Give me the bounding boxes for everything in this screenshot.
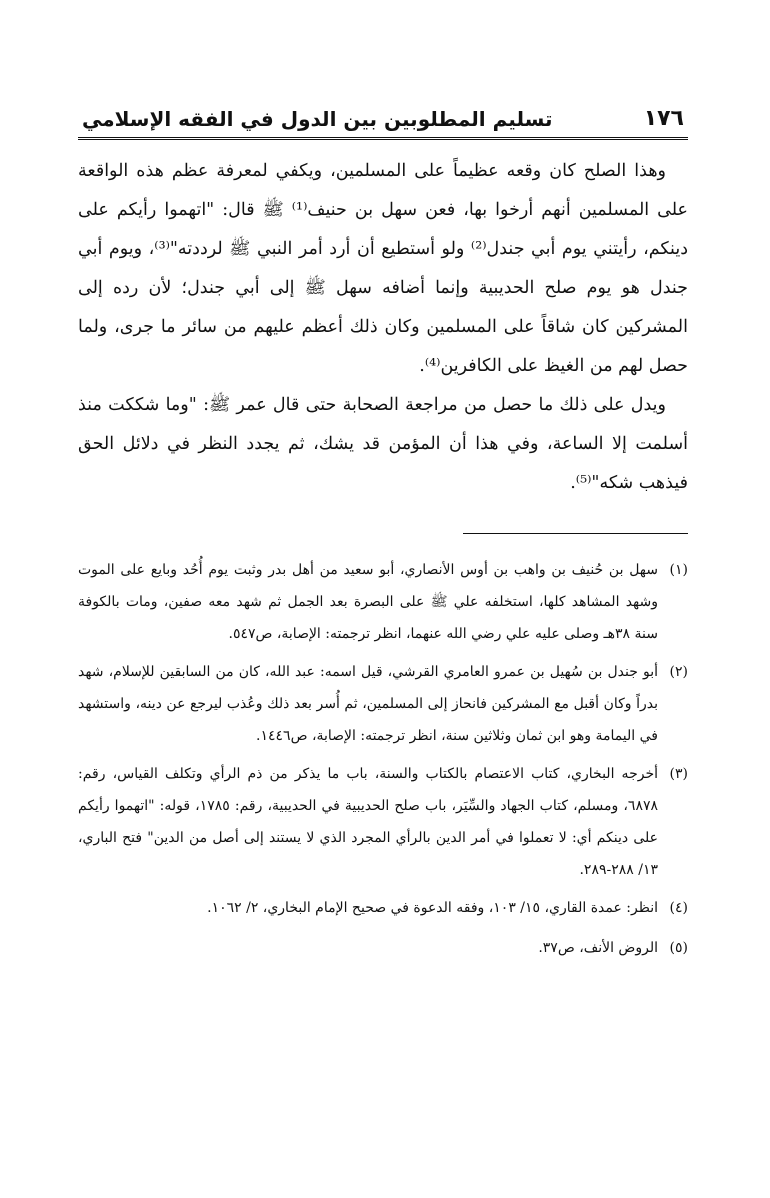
footnote: [78, 554, 688, 650]
footnote-text: الروض الأنف، ص٣٧.: [538, 940, 658, 956]
footnote-number: (١): [669, 562, 688, 578]
page-header: [78, 100, 688, 140]
footnote-number: (٣): [669, 766, 688, 782]
footnote-number: (٤): [669, 900, 688, 916]
footnotes: [78, 554, 688, 964]
footnote-text: سهل بن حُنيف بن واهب بن أوس الأنصاري، أبو سعيد من أهل بدر وثبت يوم أُحُد وبايع على الموت وشهد المشاهد كلها، استخلفه علي ﷺ على البصرة بعد الجمل ثم شهد معه صفين، ومات بالكوفة سنة ٣٨هـ وصلى عليه علي رضي الله عنهما، انظر ترجمته: الإصابة، ص٥٤٧.: [78, 562, 658, 642]
paragraph: وهذا الصلح كان وقعه عظيماً على المسلمين، ويكفي لمعرفة عظم هذه الواقعة على المسلمين أنهم أرخوا بها، فعن سهل بن حنيف⁽¹⁾ ﷺ قال: "اتهموا رأيكم على دينكم، رأيتني يوم أبي جندل⁽²⁾ ولو أستطيع أن أرد أمر النبي ﷺ لرددته"⁽³⁾، ويوم أبي جندل هو يوم صلح الحديبية وإنما أضافه سهل ﷺ إلى أبي جندل؛ لأن رده إلى المشركين كان شاقاً على المسلمين وكان ذلك أعظم عليهم من سائر ما جرى، ولما حصل لهم من الغيظ على الكافرين⁽⁴⁾.: [78, 161, 688, 376]
footnote-separator: [463, 533, 688, 534]
footnote: [78, 656, 688, 752]
footnote-text: أبو جندل بن سُهيل بن عمرو العامري القرشي، قيل اسمه: عبد الله، كان من السابقين للإسلام، شهد بدراً وكان أقبل مع المشركين فانحاز إلى المسلمين، ثم أُسر بعد ذلك وعُذب ليرجع عن دينه، واستشهد في اليمامة وهو ابن ثمان وثلاثين سنة، انظر ترجمته: الإصابة، ص١٤٤٦.: [78, 664, 658, 744]
running-title: تسليم المطلوبين بين الدول في الفقه الإسلامي: [82, 107, 553, 131]
footnote-number: (٥): [669, 940, 688, 956]
footnote: [78, 758, 688, 886]
footnote: [78, 932, 688, 964]
paragraph: ويدل على ذلك ما حصل من مراجعة الصحابة حتى قال عمر ﷺ: "وما شككت منذ أسلمت إلا الساعة، وفي هذا أن المؤمن قد يشك، ثم يجدد النظر في دلائل الحق فيذهب شكه"⁽⁵⁾.: [78, 395, 688, 493]
footnote-text: انظر: عمدة القاري، ١٥/ ١٠٣، وفقه الدعوة في صحيح الإمام البخاري، ٢/ ١٠٦٢.: [207, 900, 658, 916]
footnote: [78, 892, 688, 924]
main-text: [78, 152, 688, 503]
book-page: [78, 100, 688, 970]
footnote-number: (٢): [669, 664, 688, 680]
footnote-text: أخرجه البخاري، كتاب الاعتصام بالكتاب والسنة، باب ما يذكر من ذم الرأي وتكلف القياس، رقم: ٦٨٧٨، ومسلم، كتاب الجهاد والسِّيَر، باب صلح الحديبية في الحديبية، رقم: ١٧٨٥، قوله: "اتهموا رأيكم على دينكم أي: لا تعملوا في أمر الدين بالرأي المجرد الذي لا يستند إلى أصل من الدين" فتح الباري، ١٣/ ٢٨٨-٢٨٩.: [78, 766, 658, 878]
page-number: ١٧٦: [643, 106, 684, 131]
